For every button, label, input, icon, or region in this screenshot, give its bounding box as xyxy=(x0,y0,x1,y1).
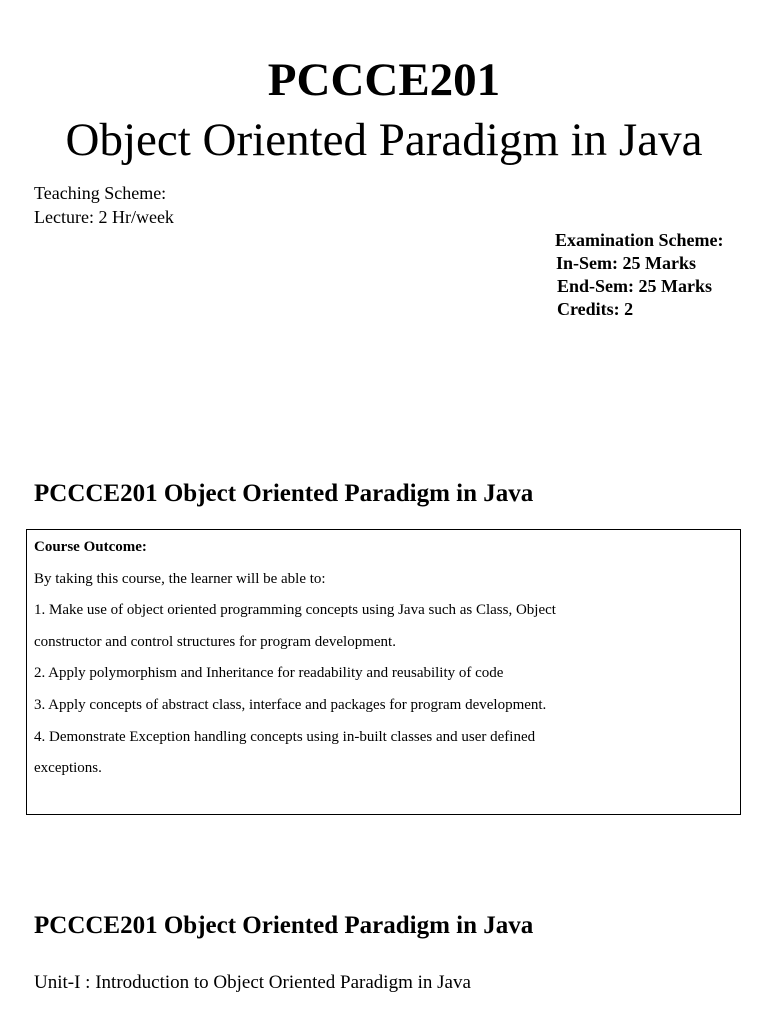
course-outcome-line: 1. Make use of object oriented programming concepts using Java such as Class, Object xyxy=(34,602,556,618)
course-outcome-line: constructor and control structures for program development. xyxy=(34,634,396,650)
section-heading: PCCCE201 Object Oriented Paradigm in Java xyxy=(34,480,534,507)
examination-end-sem: End-Sem: 25 Marks xyxy=(557,276,713,296)
course-outcome-box xyxy=(26,529,741,815)
course-outcome-line: exceptions. xyxy=(34,760,102,776)
course-title: Object Oriented Paradigm in Java xyxy=(65,114,703,166)
course-outcome-line: 3. Apply concepts of abstract class, interface and packages for program development. xyxy=(34,697,547,713)
teaching-scheme-label: Teaching Scheme: xyxy=(34,183,167,203)
examination-credits: Credits: 2 xyxy=(557,299,634,319)
examination-in-sem: In-Sem: 25 Marks xyxy=(556,253,696,273)
course-outcome-line: 2. Apply polymorphism and Inheritance for readability and reusability of code xyxy=(34,665,504,681)
teaching-scheme-lecture: Lecture: 2 Hr/week xyxy=(34,207,174,227)
course-outcome-title: Course Outcome: xyxy=(34,539,147,555)
examination-scheme-label: Examination Scheme: xyxy=(555,230,724,250)
section-heading: PCCCE201 Object Oriented Paradigm in Java xyxy=(34,912,534,939)
course-code: PCCCE201 xyxy=(267,54,501,106)
course-outcome-line: 4. Demonstrate Exception handling concepts using in-built classes and user defined xyxy=(34,729,536,745)
course-outcome-intro: By taking this course, the learner will be able to: xyxy=(34,571,326,587)
unit-title: Unit-I : Introduction to Object Oriented Paradigm in Java xyxy=(34,972,471,993)
